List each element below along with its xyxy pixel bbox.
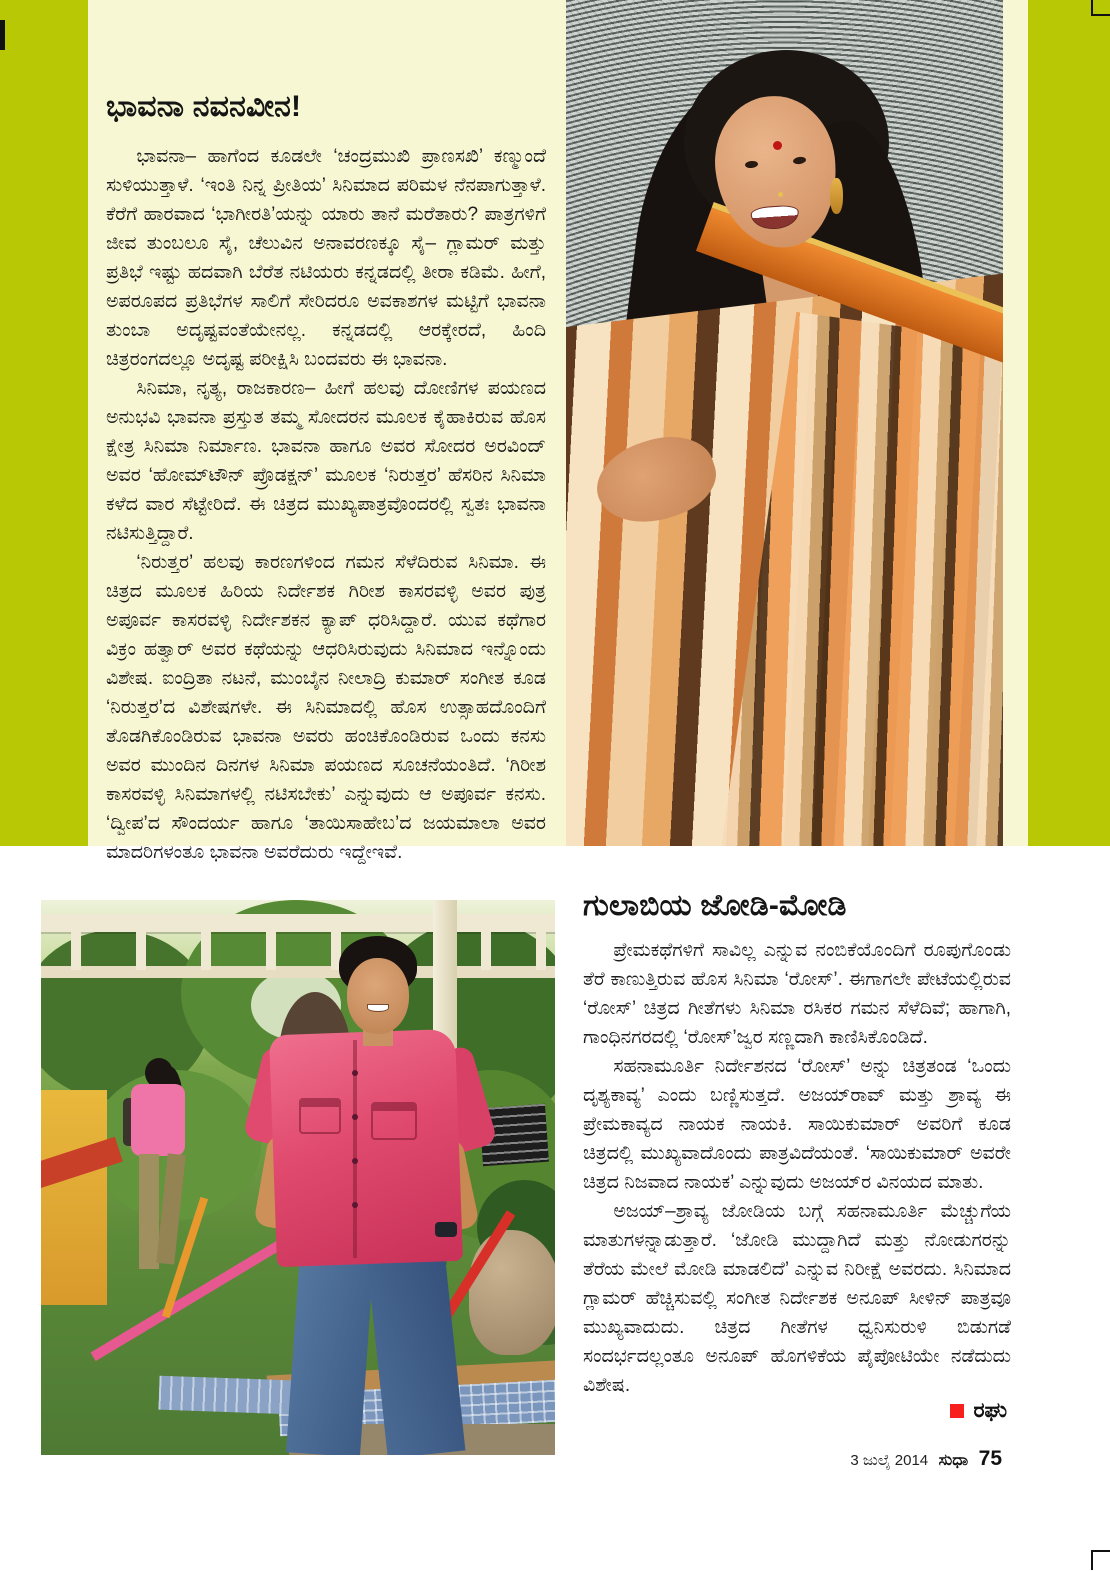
pergola-rung xyxy=(201,930,211,970)
bindi xyxy=(773,141,782,150)
pergola-rung xyxy=(266,930,276,970)
footer-page-number: 75 xyxy=(978,1447,1002,1470)
photo-actress-saree xyxy=(566,0,1003,846)
actor-jeans xyxy=(286,1250,374,1455)
walking-woman-top xyxy=(131,1084,185,1156)
article-bhavana-paragraph-3: ‘ನಿರುತ್ತರ’ ಹಲವು ಕಾರಣಗಳಿಂದ ಗಮನ ಸೆಳೆದಿರುವ ಸಿನಿಮಾ. ಈ ಚಿತ್ರದ ಮೂಲಕ ಹಿರಿಯ ನಿರ್ದೇಶಕ ಗಿರೀಶ ಕಾಸರವಳ್ಳಿ ಅವರ ಪುತ್ರ ಅಪೂರ್ವ ಕಾಸರವಳ್ಳಿ ನಿರ್ದೇಶಕನ ಕ್ಯಾಪ್ ಧರಿಸಿದ್ದಾರೆ. ಯುವ ಕಥೆಗಾರ ವಿಕ್ರಂ ಹತ್ವಾರ್ ಅವರ ಕಥೆಯನ್ನು ಆಧರಿಸಿರುವುದು ಸಿನಿಮಾದ ಇನ್ನೊಂದು ವಿಶೇಷ. ಐಂದ್ರಿತಾ ನಟನೆ, ಮುಂಬೈನ ನೀಲಾದ್ರಿ ಕುಮಾರ್ ಸಂಗೀತ ಕೂಡ ‘ನಿರುತ್ತರ’ದ ವಿಶೇಷಗಳೇ. ಈ ಸಿನಿಮಾದಲ್ಲಿ ಹೊಸ ಉತ್ಸಾಹದೊಂದಿಗೆ ತೊಡಗಿಕೊಂಡಿರುವ ಭಾವನಾ ಅವರು ಹಂಚಿಕೊಂಡಿರುವ ಒಂದು ಕನಸು ಅವರ ಮುಂದಿನ ದಿನಗಳ ಸಿನಿಮಾ ಪಯಣದ ಸೂಚನೆಯಂತಿದೆ. ‘ಗಿರೀಶ ಕಾಸರವಳ್ಳಿ ಸಿನಿಮಾಗಳಲ್ಲಿ ನಟಿಸಬೇಕು’ ಎನ್ನುವುದು ಆ ಅಪೂರ್ವ ಕನಸು. ‘ದ್ವೀಪ’ದ ಸೌಂದರ್ಯ ಹಾಗೂ ‘ತಾಯಿಸಾಹೇಬ’ದ ಜಯಮಾಲಾ ಅವರ ಮಾದರಿಗಳಂತೂ ಭಾವನಾ ಅವರೆದುರು ಇದ್ದೇಇವೆ. xyxy=(106,552,546,863)
walking-woman-leg xyxy=(139,1154,159,1269)
shirt-button xyxy=(352,1114,358,1120)
shirt-button xyxy=(352,1070,358,1076)
photo-actor-park xyxy=(41,900,555,1455)
print-registration-mark xyxy=(0,20,5,50)
yellow-wall xyxy=(41,1090,107,1305)
footer-magazine-name: ಸುಧಾ xyxy=(938,1452,969,1469)
shirt-button xyxy=(352,1158,358,1164)
article-bhavana-paragraph-2: ಸಿನಿಮಾ, ನೃತ್ಯ, ರಾಜಕಾರಣ– ಹೀಗೆ ಹಲವು ದೋಣಿಗಳ ಪಯಣದ ಅನುಭವಿ ಭಾವನಾ ಪ್ರಸ್ತುತ ತಮ್ಮ ಸೋದರನ ಮೂಲಕ ಕೈಹಾಕಿರುವ ಹೊಸ ಕ್ಷೇತ್ರ ಸಿನಿಮಾ ನಿರ್ಮಾಣ. ಭಾವನಾ ಹಾಗೂ ಅವರ ಸೋದರ ಅರವಿಂದ್ ಅವರ ‘ಹೋಮ್‌ಟೌನ್ ಪ್ರೊಡಕ್ಷನ್’ ಮೂಲಕ ‘ನಿರುತ್ತರ’ ಹೆಸರಿನ ಸಿನಿಮಾ ಕಳೆದ ವಾರ ಸೆಟ್ಟೇರಿದೆ. ಈ ಚಿತ್ರದ ಮುಖ್ಯಪಾತ್ರವೊಂದರಲ್ಲಿ ಸ್ವತಃ ಭಾವನಾ ನಟಿಸುತ್ತಿದ್ದಾರೆ. xyxy=(106,378,546,544)
byline-red-square-icon xyxy=(950,1404,964,1418)
byline-author: ರಘು xyxy=(973,1399,1007,1422)
byline xyxy=(583,1399,1007,1423)
actor-face xyxy=(347,958,409,1034)
earring xyxy=(830,178,843,214)
pergola-beam xyxy=(41,966,555,978)
article-bhavana-title: ಭಾವನಾ ನವನವೀನ! xyxy=(106,90,302,123)
pergola-rung xyxy=(481,930,491,970)
article-rose-paragraph-2: ಸಹನಾಮೂರ್ತಿ ನಿರ್ದೇಶನದ ‘ರೋಸ್’ ಅನ್ನು ಚಿತ್ರತಂಡ ‘ಒಂದು ದೃಶ್ಯಕಾವ್ಯ’ ಎಂದು ಬಣ್ಣಿಸುತ್ತದೆ. ಅಜಯ್‌ರಾವ್ ಮತ್ತು ಶ್ರಾವ್ಯ ಈ ಪ್ರೇಮಕಾವ್ಯದ ನಾಯಕ ನಾಯಕಿ. ಸಾಯಿಕುಮಾರ್ ಅವರಿಗೆ ಕೂಡ ಚಿತ್ರದಲ್ಲಿ ಮುಖ್ಯವಾದೊಂದು ಪಾತ್ರವಿದೆಯಂತೆ. ‘ಸಾಯಿಕುಮಾರ್ ಅವರೇ ಚಿತ್ರದ ನಿಜವಾದ ನಾಯಕ’ ಎನ್ನುವುದು ಅಜಯ್‌ರ ವಿನಯದ ಮಾತು. xyxy=(583,1056,1011,1193)
pergola-beam xyxy=(41,914,555,932)
footer-date: 3 ಜುಲೈ 2014 xyxy=(850,1452,929,1469)
shirt-pocket xyxy=(299,1098,341,1134)
article-rose-paragraph-1: ಪ್ರೇಮಕಥೆಗಳಿಗೆ ಸಾವಿಲ್ಲ ಎನ್ನುವ ನಂಬಿಕೆಯೊಂದಿಗೆ ರೂಪುಗೊಂಡು ತೆರೆ ಕಾಣುತ್ತಿರುವ ಹೊಸ ಸಿನಿಮಾ ‘ರೋಸ್’. ಈಗಾಗಲೇ ಪೇಟೆಯಲ್ಲಿರುವ ‘ರೋಸ್’ ಚಿತ್ರದ ಗೀತೆಗಳು ಸಿನಿಮಾ ರಸಿಕರ ಗಮನ ಸೆಳೆದಿವೆ; ಹಾಗಾಗಿ, ಗಾಂಧಿನಗರದಲ್ಲಿ ‘ರೋಸ್’ಜ್ವರ ಸಣ್ಣದಾಗಿ ಕಾಣಿಸಿಕೊಂಡಿದೆ. xyxy=(583,940,1011,1048)
shirt-pocket xyxy=(371,1102,417,1140)
pergola-rung xyxy=(536,930,546,970)
article-rose-paragraph-3: ಅಜಯ್–ಶ್ರಾವ್ಯ ಜೋಡಿಯ ಬಗ್ಗೆ ಸಹನಾಮೂರ್ತಿ ಮೆಚ್ಚುಗೆಯ ಮಾತುಗಳನ್ನಾಡುತ್ತಾರೆ. ‘ಜೋಡಿ ಮುದ್ದಾಗಿದೆ ಮತ್ತು ನೋಡುಗರನ್ನು ತೆರೆಯ ಮೇಲೆ ಮೋಡಿ ಮಾಡಲಿದೆ’ ಎನ್ನುವ ನಿರೀಕ್ಷೆ ಅವರದು. ಸಿನಿಮಾದ ಗ್ಲಾಮರ್ ಹೆಚ್ಚಿಸುವಲ್ಲಿ ಸಂಗೀತ ನಿರ್ದೇಶಕ ಅನೂಪ್ ಸೀಳಿನ್ ಪಾತ್ರವೂ ಮುಖ್ಯವಾದುದು. ಚಿತ್ರದ ಗೀತೆಗಳ ಧ್ವನಿಸುರುಳಿ ಬಿಡುಗಡೆ ಸಂದರ್ಭದಲ್ಲಂತೂ ಅನೂಪ್ ಹೊಗಳಿಕೆಯ ಪೈಪೋಟಿಯೇ ನಡೆದುದು ವಿಶೇಷ. xyxy=(583,1201,1011,1396)
actor-smile xyxy=(367,1004,389,1012)
crop-mark-bottom-right xyxy=(1091,1550,1110,1570)
nose-pin xyxy=(778,192,783,197)
pergola-rung xyxy=(136,930,146,970)
crop-mark-top-right xyxy=(1091,0,1110,16)
article-rose-title: ಗುಲಾಬಿಯ ಜೋಡಿ-ಮೋಡಿ xyxy=(583,889,847,922)
article-bhavana-paragraph-1: ಭಾವನಾ– ಹಾಗೆಂದ ಕೂಡಲೇ ‘ಚಂದ್ರಮುಖಿ ಪ್ರಾಣಸಖಿ’ ಕಣ್ಮುಂದೆ ಸುಳಿಯುತ್ತಾಳೆ. ‘ಇಂತಿ ನಿನ್ನ ಪ್ರೀತಿಯ’ ಸಿನಿಮಾದ ಪರಿಮಳ ನೆನಪಾಗುತ್ತಾಳೆ. ಕೆರೆಗೆ ಹಾರವಾದ ‘ಭಾಗೀರತಿ’ಯನ್ನು ಯಾರು ತಾನೆ ಮರೆತಾರು? ಪಾತ್ರಗಳಿಗೆ ಜೀವ ತುಂಬಲೂ ಸೈ, ಚೆಲುವಿನ ಅನಾವರಣಕ್ಕೂ ಸೈ– ಗ್ಲಾಮರ್ ಮತ್ತು ಪ್ರತಿಭೆ ಇಷ್ಟು ಹದವಾಗಿ ಬೆರೆತ ನಟಿಯರು ಕನ್ನಡದಲ್ಲಿ ತೀರಾ ಕಡಿಮೆ. ಹೀಗೆ, ಅಪರೂಪದ ಪ್ರತಿಭೆಗಳ ಸಾಲಿಗೆ ಸೇರಿದರೂ ಅವಕಾಶಗಳ ಮಟ್ಟಿಗೆ ಭಾವನಾ ತುಂಬಾ ಅದೃಷ್ಟವಂತೆಯೇನಲ್ಲ. ಕನ್ನಡದಲ್ಲಿ ಆರಕ್ಕೇರದೆ, ಹಿಂದಿ ಚಿತ್ರರಂಗದಲ್ಲೂ ಅದೃಷ್ಟ ಪರೀಕ್ಷಿಸಿ ಬಂದವರು ಈ ಭಾವನಾ. xyxy=(106,146,546,370)
article-bhavana xyxy=(106,88,546,867)
left-color-band xyxy=(0,0,88,846)
wrist-watch xyxy=(435,1222,457,1237)
article-rose xyxy=(583,886,1011,1400)
pool-tiles xyxy=(158,1376,291,1415)
actor-pink-shirt xyxy=(269,1029,463,1267)
page-footer xyxy=(583,1447,1002,1471)
right-color-band xyxy=(1028,0,1110,846)
pergola-rung xyxy=(71,930,81,970)
shirt-button xyxy=(352,1202,358,1208)
